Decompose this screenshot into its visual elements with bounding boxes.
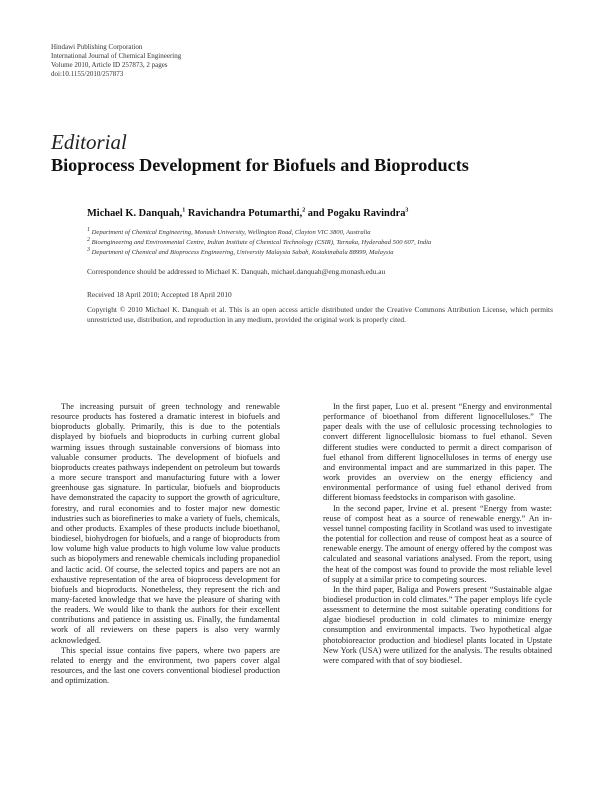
body-paragraph: In the second paper, Irvine et al. present “Energy from waste: reuse of compost heat as a source of renewable energy.” An in-vessel tunnel composting facility in Scotland was used to investigate the potential for collection and reuse of compost heat as a source of renewable energy. The amount of energy offered by the compost was calculated and seasonal variations analysed. From the report, using the heat of the compost was found to provide the most reliable level of supply at a similar price to competing sources. <box>323 503 553 584</box>
received-dates: Received 18 April 2010; Accepted 18 April 2010 <box>87 290 232 299</box>
publisher-line: Hindawi Publishing Corporation <box>51 43 143 51</box>
affiliation <box>87 228 557 238</box>
author-affiliation-mark: 1 <box>182 207 186 214</box>
copyright-notice: Copyright © 2010 Michael K. Danquah et al. This is an open access article distributed under the Creative Commons Attribution License, which permits unrestricted use, distribution, and reproduction in any medium, provided the original work is properly cited. <box>87 305 553 324</box>
affiliation-list <box>87 228 557 258</box>
article-title: Bioprocess Development for Biofuels and Bioproducts <box>51 155 469 175</box>
body-paragraph: This special issue contains five papers, where two papers are related to energy and the environment, two papers cover algal resources, and the last one covers conventional biodiesel production and optimization. <box>51 645 280 686</box>
affiliation <box>87 238 557 248</box>
author-name: Pogaku Ravindra <box>327 208 406 219</box>
author-affiliation-mark: 3 <box>405 207 409 214</box>
affiliation-number: 1 <box>87 226 90 233</box>
affiliation-number: 2 <box>87 236 90 243</box>
affiliation-number: 3 <box>87 246 90 253</box>
author-name: Ravichandra Potumarthi, <box>187 208 303 219</box>
doi-line: doi:10.1155/2010/257873 <box>51 70 124 78</box>
body-column-left <box>51 402 280 686</box>
volume-line: Volume 2010, Article ID 257873, 2 pages <box>51 61 168 69</box>
author-conjunction: and <box>307 208 325 219</box>
correspondence-note: Correspondence should be addressed to Michael K. Danquah, michael.danquah@eng.monash.edu.au <box>87 267 386 276</box>
affiliation <box>87 248 557 258</box>
body-paragraph: The increasing pursuit of green technology and renewable resource products has fostered a dramatic interest in biofuels and bioproducts globally. Primarily, this is due to the potentials displayed by biofuels and bioproducts in curbing current global warming issues through sustainable conversions of biomass into valuable consumer products. The development of biofuels and bioproducts creates pathways independent on petroleum but towards a more secure transport and manufacturing future with a lower greenhouse gas signature. In particular, biofuels and bioproducts have demonstrated the capacity to support the growth of agriculture, forestry, and rural economies and to foster major new domestic industries such as biorefineries to make a variety of fuels, chemicals, and other products. Examples of these products include bioethanol, biodiesel, biohydrogen for biofuels, and a range of bioproducts from low volume high value products to high volume low value products such as biopolymers and renewable chemicals including propanediol and lactic acid. Of course, the selected topics and papers are not an exhaustive representation of the area of bioprocess development for biofuels and bioproducts. Nonetheless, they represent the rich and many-faceted knowledge that we have the pleasure of sharing with the readers. We would like to thank the authors for their excellent contributions and patience in assisting us. Finally, the fundamental work of all reviewers on these papers is also very warmly acknowledged. <box>51 402 280 645</box>
journal-line: International Journal of Chemical Engineering <box>51 52 182 60</box>
author-list <box>87 208 557 219</box>
author-name: Michael K. Danquah, <box>87 208 183 219</box>
affiliation-text: Bioengineering and Environmental Centre, Indian Institute of Chemical Technology (CSIR), Tarnaka, Hyderabad 500 607, India <box>91 239 432 246</box>
body-column-right <box>323 402 552 666</box>
affiliation-text: Department of Chemical Engineering, Monash University, Wellington Road, Clayton VIC 3800, Australia <box>91 229 371 236</box>
article-type: Editorial <box>51 130 127 154</box>
body-paragraph: In the third paper, Baliga and Powers present “Sustainable algae biodiesel production in cold climates.” The paper employs life cycle assessment to determine the most suitable operating conditions for algae biodiesel production in cold climates to minimize energy consumption and environmental impacts. Two hypothetical algae photobioreactor production and biodiesel plants located in Upstate New York (USA) were utilized for the analysis. The results obtained were compared with that of soy biodiesel. <box>323 584 552 665</box>
author-affiliation-mark: 2 <box>302 207 306 214</box>
body-paragraph: In the first paper, Luo et al. present “Energy and environmental performance of bioethanol from different lignocelluloses.” The paper deals with the use of cellulosic processing technologies to convert different lignocellulosic biomass to fuel ethanol. Seven different studies were conducted to permit a direct comparison of fuel ethanol from different lignocelluloses in terms of energy use and environmental impact and are summarized in this paper. The work provides an overview on the energy efficiency and environmental performance of using fuel ethanol derived from different biomass feedstocks in comparison with gasoline. <box>323 402 552 503</box>
journal-header <box>51 43 411 79</box>
affiliation-text: Department of Chemical and Bioprocess Engineering, University Malaysia Sabah, Kotakinabalu 88999, Malaysia <box>91 249 394 256</box>
